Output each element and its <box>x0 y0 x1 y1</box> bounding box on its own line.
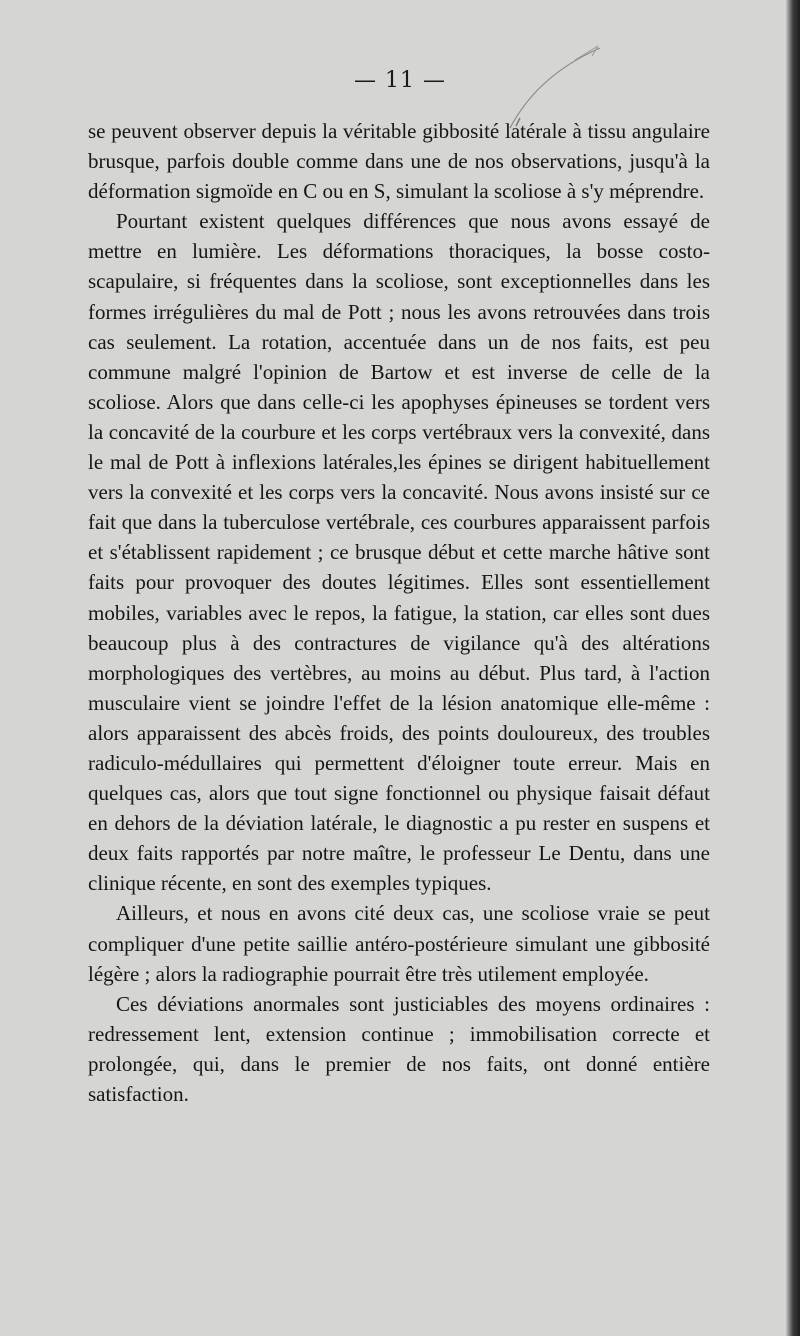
paragraph-2: Pourtant existent quelques différences que nous avons essayé de mettre en lumière. Les déformations thoraciques, la bosse costo-scapulaire, si fréquentes dans la scoliose, sont exceptionnelles dans les formes irrégulières du mal de Pott ; nous les avons retrouvées dans trois cas seulement. La rotation, accentuée dans un de nos faits, est peu commune malgré l'opinion de Bartow et est inverse de celle de la scoliose. Alors que dans celle-ci les apophyses épineuses se tordent vers la concavité de la courbure et les corps vertébraux vers la convexité, dans le mal de Pott à inflexions latérales,les épines se dirigent habituellement vers la convexité et les corps vers la concavité. Nous avons insisté sur ce fait que dans la tuberculose vertébrale, ces courbures apparaissent parfois et s'établissent rapidement ; ce brusque début et cette marche hâtive sont faits pour provoquer des doutes légitimes. Elles sont essentiellement mobiles, variables avec le repos, la fatigue, la station, car elles sont dues beaucoup plus à des contractures de vigilance qu'à des altérations morphologiques des vertèbres, au moins au début. Plus tard, à l'action musculaire vient se joindre l'effet de la lésion anatomique elle-même : alors apparaissent des abcès froids, des points douloureux, des troubles radiculo-médullaires qui permettent d'éloigner toute erreur. Mais en quelques cas, alors que tout signe fonctionnel ou physique faisait défaut en dehors de la déviation latérale, le diagnostic a pu rester en suspens et deux faits rapportés par notre maître, le professeur Le Dentu, dans une clinique récente, en sont des exemples typiques. <box>88 209 710 896</box>
paragraph-1: se peuvent observer depuis la véritable gibbosité latérale à tissu angulaire brusque, parfois double comme dans une de nos observations, jusqu'à la déformation sigmoïde en C ou en S, simulant la scoliose à s'y méprendre. <box>88 119 710 204</box>
paragraph-4: Ces déviations anormales sont justiciables des moyens ordinaires : redressement lent, extension continue ; immobilisation correcte et prolongée, qui, dans le premier de nos faits, ont donné entière satisfaction. <box>88 991 710 1106</box>
body-text <box>88 116 710 1109</box>
paragraph-3: Ailleurs, et nous en avons cité deux cas, une scoliose vraie se peut compliquer d'une petite saillie antéro-postérieure simulant une gibbosité légère ; alors la radiographie pourrait être très utilement employée. <box>88 901 710 986</box>
page-number: — 11 — <box>354 68 446 93</box>
